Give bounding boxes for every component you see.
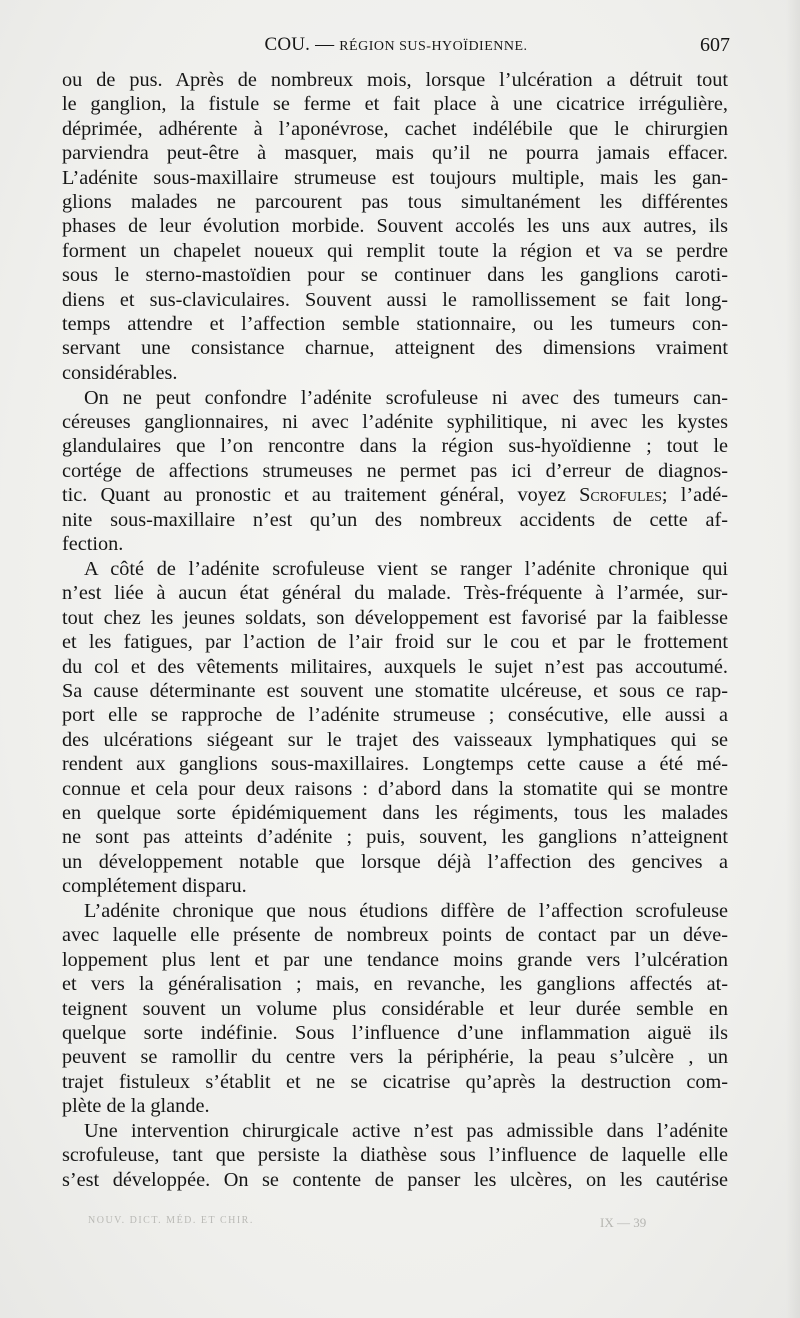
text-line: On ne peut confondre l’adénite scrofuleuse ni avec des tumeurs can- xyxy=(84,386,728,409)
body-text xyxy=(62,68,728,1192)
text-line: tout chez les jeunes soldats, son développement est favorisé par la faiblesse xyxy=(62,606,728,629)
text-line: quelque sorte indéfinie. Sous l’influence d’une inflammation aiguë ils xyxy=(62,1022,728,1045)
text-line: en quelque sorte épidémiquement dans les régiments, tous les malades xyxy=(62,801,728,824)
text-line: et vers la généralisation ; mais, en revanche, les ganglions affectés at- xyxy=(62,973,728,996)
text-line: connue et cela pour deux raisons : d’abord dans la stomatite qui se montre xyxy=(62,777,728,800)
text-line: teignent souvent un volume plus considérable et leur durée semble en xyxy=(62,997,728,1020)
text-line: phases de leur évolution morbide. Souvent accolés les uns aux autres, ils xyxy=(62,215,728,238)
text-line: Sa cause déterminante est souvent une stomatite ulcéreuse, et sous ce rap- xyxy=(62,679,728,702)
text-line: port elle se rapproche de l’adénite strumeuse ; consécutive, elle aussi a xyxy=(62,704,728,727)
footer-signature: IX — 39 xyxy=(600,1215,647,1230)
running-head-section: COU. — xyxy=(264,34,340,55)
text-line: sous le sterno-mastoïdien pour se continuer dans les ganglions caroti- xyxy=(62,264,728,287)
text-line: plète de la glande. xyxy=(62,1095,210,1118)
text-line: du col et des vêtements militaires, auxquels le sujet n’est pas accoutumé. xyxy=(62,655,728,678)
text-line: temps attendre et l’affection semble stationnaire, ou les tumeurs con- xyxy=(62,313,728,336)
text-line: n’est liée à aucun état général du malade. Très-fréquente à l’armée, sur- xyxy=(62,582,728,605)
text-line: ne sont pas atteints d’adénite ; puis, souvent, les ganglions n’atteignent xyxy=(62,826,728,849)
text-line: considérables. xyxy=(62,361,178,384)
text-line: trajet fistuleux s’établit et ne se cicatrise qu’après la destruction com- xyxy=(62,1070,728,1093)
text-line-with-crossref xyxy=(62,483,728,507)
text-line: loppement plus lent et par une tendance moins grande vers l’ulcération xyxy=(62,948,728,971)
text-line: rendent aux ganglions sous-maxillaires. Longtemps cette cause a été mé- xyxy=(62,753,728,776)
paragraph-3 xyxy=(62,557,728,899)
running-head-region: RÉGION SUS-HYOÏDIENNE. xyxy=(339,39,528,54)
text-line: fection. xyxy=(62,533,124,556)
text-fragment: ; l’adé- xyxy=(661,484,728,507)
text-line: forment un chapelet noueux qui remplit toute la région et va se perdre xyxy=(62,239,728,262)
paragraph-5 xyxy=(62,1119,728,1192)
text-line: complétement disparu. xyxy=(62,875,247,898)
text-line: cortége de affections strumeuses ne permet pas ici d’erreur de diagnos- xyxy=(62,459,728,482)
text-line: servant une consistance charnue, atteignent des dimensions vraiment xyxy=(62,337,728,360)
paragraph-2 xyxy=(62,386,728,557)
paragraph-1 xyxy=(62,68,728,385)
text-line: céreuses ganglionnaires, ni avec l’adénite syphilitique, ni avec les kystes xyxy=(62,411,728,434)
footer-imprint: NOUV. DICT. MÉD. ET CHIR. xyxy=(88,1215,254,1226)
text-line: un développement notable que lorsque déjà l’affection des gencives a xyxy=(62,850,728,873)
text-line: et les fatigues, par l’action de l’air froid sur le cou et par le frottement xyxy=(62,631,728,654)
page-number: 607 xyxy=(700,34,730,56)
text-line: diens et sus-claviculaires. Souvent aussi le ramollissement se fait long- xyxy=(62,288,728,311)
text-line: glandulaires que l’on rencontre dans la région sus-hyoïdienne ; tout le xyxy=(62,435,728,458)
text-line: avec laquelle elle présente de nombreux points de contact par un déve- xyxy=(62,924,728,947)
text-line: Une intervention chirurgicale active n’est pas admissible dans l’adénite xyxy=(84,1120,728,1143)
paragraph-4 xyxy=(62,899,728,1119)
text-line: ou de pus. Après de nombreux mois, lorsque l’ulcération a détruit tout xyxy=(62,69,728,91)
text-line: L’adénite chronique que nous étudions diffère de l’affection scrofuleuse xyxy=(84,899,728,922)
text-line: parviendra peut-être à masquer, mais qu’il ne pourra jamais effacer. xyxy=(62,142,728,165)
text-line: déprimée, adhérente à l’aponévrose, cachet indélébile que le chirurgien xyxy=(62,117,728,140)
crossref-scrofules: Scrofules xyxy=(579,484,662,507)
page-edge-shadow xyxy=(786,0,800,1318)
text-line: peuvent se ramollir du centre vers la périphérie, la peau s’ulcère , un xyxy=(62,1046,728,1069)
text-line: nite sous-maxillaire n’est qu’un des nombreux accidents de cette af- xyxy=(62,508,728,531)
text-line: A côté de l’adénite scrofuleuse vient se ranger l’adénite chronique qui xyxy=(84,557,728,580)
text-line: des ulcérations siégeant sur le trajet des vaisseaux lymphatiques qui se xyxy=(62,728,728,751)
text-line: L’adénite sous-maxillaire strumeuse est toujours multiple, mais les gan- xyxy=(62,166,728,189)
running-head xyxy=(62,34,730,56)
text-line: s’est développée. On se contente de panser les ulcères, on les cautérise xyxy=(62,1168,728,1191)
page-header xyxy=(62,34,730,60)
text-line: scrofuleuse, tant que persiste la diathèse sous l’influence de laquelle elle xyxy=(62,1144,728,1167)
text-line: glions malades ne parcourent pas tous simultanément les différentes xyxy=(62,191,728,214)
text-fragment: tic. Quant au pronostic et au traitement général, voyez xyxy=(62,484,580,507)
text-line: le ganglion, la fistule se ferme et fait place à une cicatrice irrégulière, xyxy=(62,93,728,116)
